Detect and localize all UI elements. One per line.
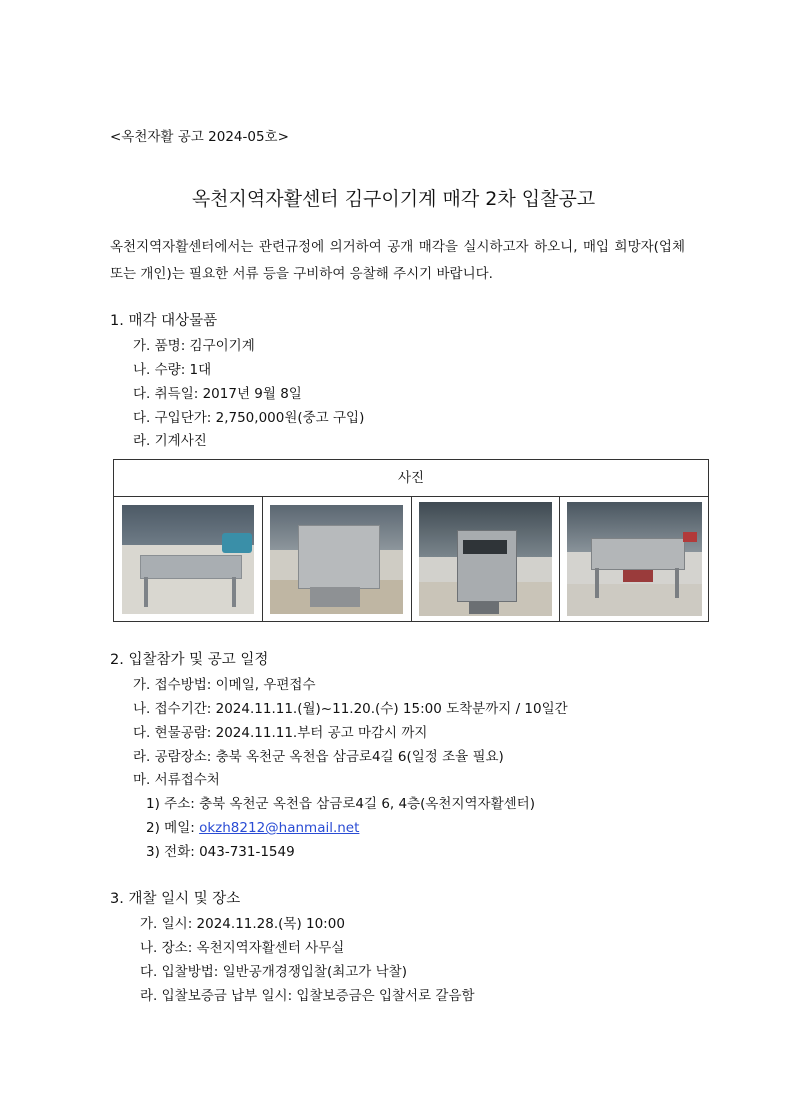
submission-address: 1) 주소: 충북 옥천군 옥천읍 삼금로4길 6, 4층(옥천지역자활센터): [146, 796, 535, 812]
machine-photo-table: [113, 459, 709, 622]
section2-item-viewing-place: 라. 공람장소: 충북 옥천군 옥천읍 삼금로4길 6(일정 조율 필요): [133, 749, 504, 765]
submission-email-row: [146, 819, 359, 837]
section3-item-method: 다. 입찰방법: 일반공개경쟁입찰(최고가 낙찰): [140, 964, 407, 980]
machine-photo-2: [270, 505, 403, 614]
machine-photo-1: [122, 505, 254, 614]
notice-number: <옥천자활 공고 2024-05호>: [110, 129, 289, 145]
section1-item-price: 다. 구입단가: 2,750,000원(중고 구입): [133, 410, 365, 426]
section3-item-place: 나. 장소: 옥천지역자활센터 사무실: [140, 940, 345, 956]
photo-cell: [114, 497, 263, 621]
machine-photo-4: [567, 502, 702, 616]
section3-heading: 3. 개찰 일시 및 장소: [110, 891, 241, 907]
submission-email-label: 2) 메일:: [146, 820, 200, 836]
section3-item-deposit: 라. 입찰보증금 납부 일시: 입찰보증금은 입찰서로 갈음함: [140, 988, 475, 1004]
photo-cell: [560, 497, 708, 621]
machine-photo-3: [419, 502, 552, 616]
photo-cell: [412, 497, 561, 621]
intro-paragraph: 옥천지역자활센터에서는 관련규정에 의거하여 공개 매각을 실시하고자 하오니, 매입 희망자(업체 또는 개인)는 필요한 서류 등을 구비하여 응찰해 주시기 바랍니다.: [110, 239, 685, 282]
document-title: 옥천지역자활센터 김구이기계 매각 2차 입찰공고: [191, 188, 596, 210]
section1-item-acquired: 다. 취득일: 2017년 9월 8일: [133, 386, 302, 402]
photo-row: [114, 497, 708, 621]
photo-cell: [263, 497, 412, 621]
photo-table-header: 사진: [114, 460, 708, 497]
section2-heading: 2. 입찰참가 및 공고 일정: [110, 652, 269, 668]
section1-item-name: 가. 품명: 김구이기계: [133, 338, 255, 354]
email-link[interactable]: okzh8212@hanmail.net: [199, 820, 360, 836]
section2-item-method: 가. 접수방법: 이메일, 우편접수: [133, 677, 316, 693]
section1-heading: 1. 매각 대상물품: [110, 313, 218, 329]
section3-item-datetime: 가. 일시: 2024.11.28.(목) 10:00: [140, 916, 345, 932]
section2-item-submission: 마. 서류접수처: [133, 772, 220, 788]
section2-item-viewing: 다. 현물공람: 2024.11.11.부터 공고 마감시 까지: [133, 725, 428, 741]
section1-item-quantity: 나. 수량: 1대: [133, 362, 212, 378]
submission-phone: 3) 전화: 043-731-1549: [146, 844, 295, 860]
section1-item-photos: 라. 기계사진: [133, 433, 207, 449]
section2-item-period: 나. 접수기간: 2024.11.11.(월)~11.20.(수) 15:00 도착분까지 / 10일간: [133, 701, 568, 717]
